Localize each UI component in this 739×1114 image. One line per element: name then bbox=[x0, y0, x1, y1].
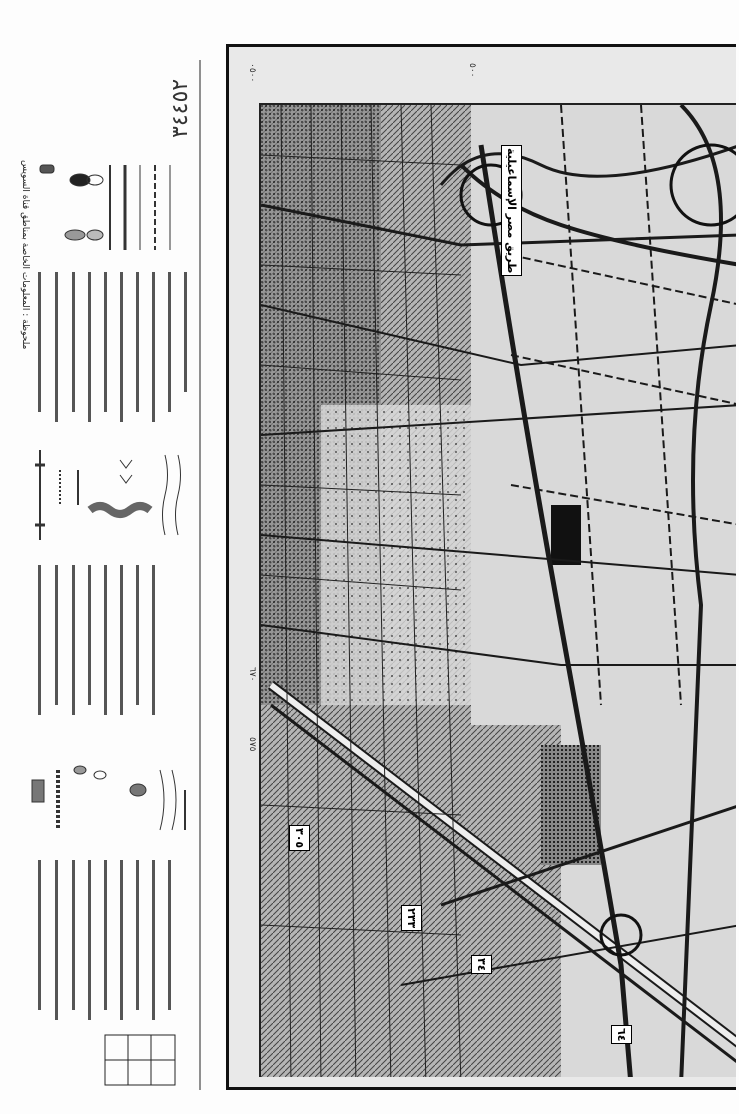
edge-tick-label: ٥٧٥ bbox=[247, 737, 257, 752]
map-canvas bbox=[259, 103, 736, 1077]
map-frame bbox=[226, 44, 736, 1090]
legend-heading: ملحوظة : المعلومات الخاصة بمناطق قناة السويس bbox=[20, 160, 30, 350]
edge-tick-label: ٥٠٠ bbox=[467, 63, 477, 78]
road-badge: ٢٣٣ bbox=[401, 905, 422, 931]
legend-symbols bbox=[0, 0, 225, 1114]
edge-tick-label: ٦٧٠ bbox=[247, 667, 257, 682]
sheet-number: ٣٤٤٥٢ bbox=[168, 78, 193, 138]
road-badge: ٦٤ bbox=[611, 1025, 632, 1044]
legend-panel bbox=[0, 0, 225, 1114]
edge-tick-label: ٠٥٠٠ bbox=[247, 63, 257, 83]
road-badge: ٣٤ bbox=[471, 955, 492, 974]
map-drawing bbox=[261, 105, 736, 1077]
road-badge: ٣٠٥ bbox=[289, 825, 310, 851]
road-label-main: طريق مصر الإسماعيلية bbox=[501, 145, 522, 276]
